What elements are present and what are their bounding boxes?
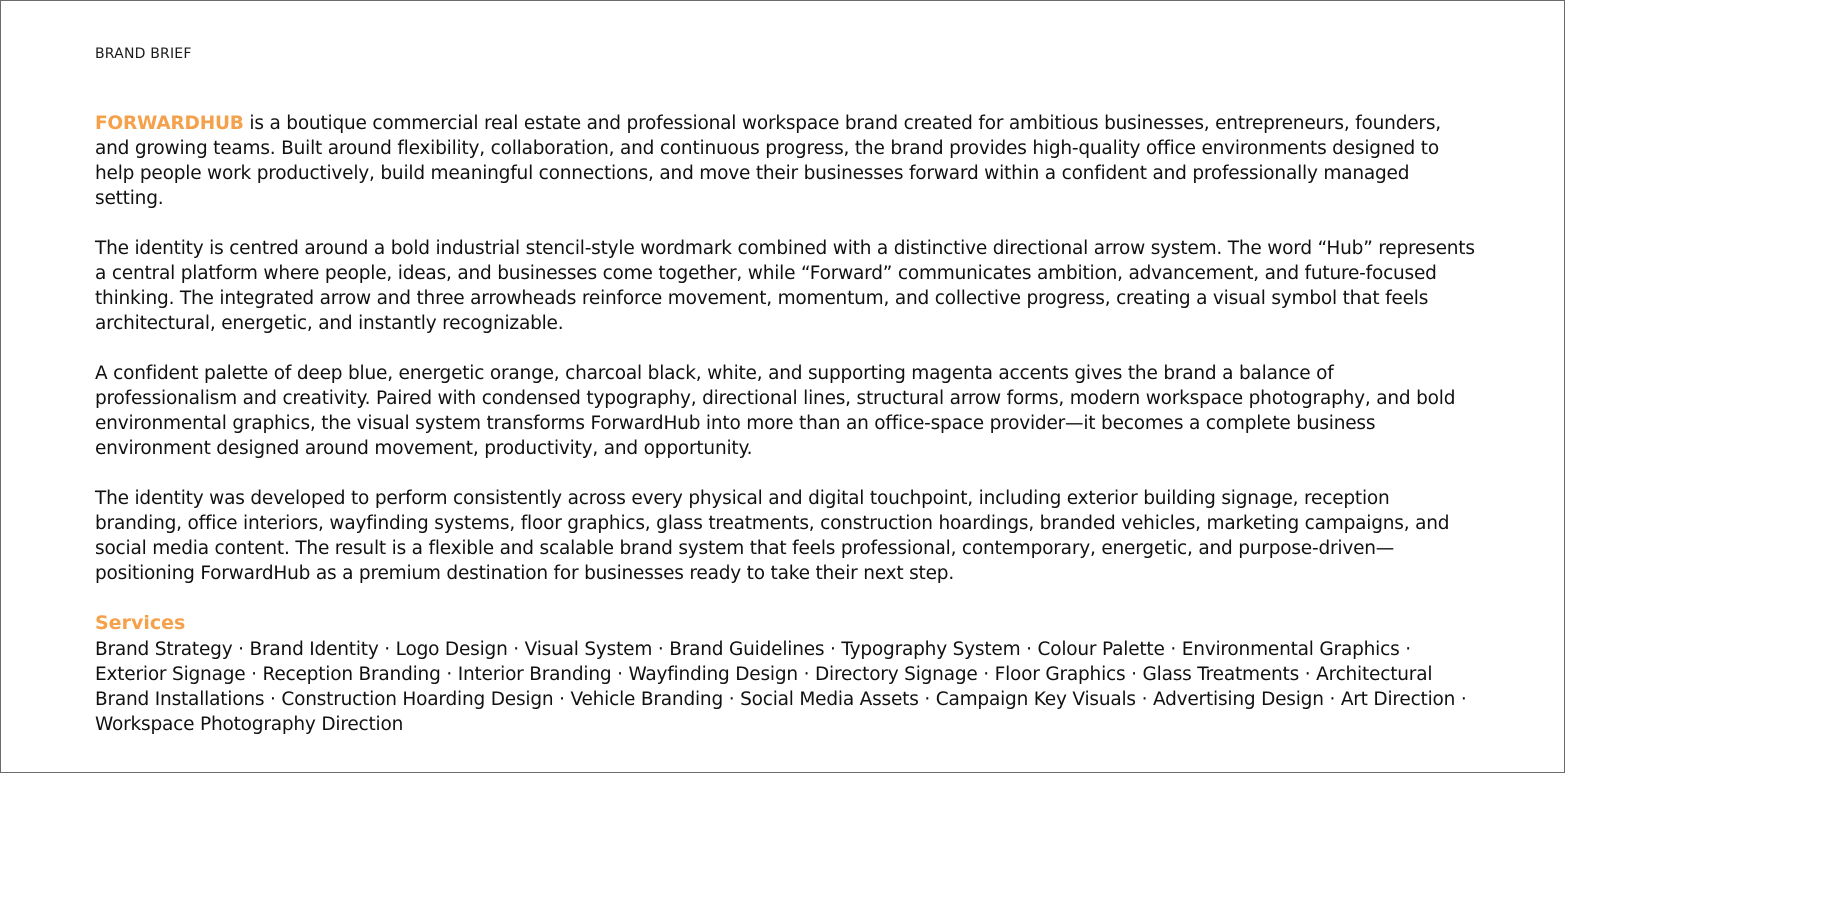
service-item: Brand Strategy <box>95 639 233 660</box>
service-item: Visual System <box>524 639 653 660</box>
service-item: Glass Treatments <box>1142 664 1300 685</box>
service-separator: · <box>251 664 257 685</box>
section-eyebrow: BRAND BRIEF <box>95 46 192 62</box>
intro-paragraph <box>95 111 1480 211</box>
brief-content <box>95 111 1480 737</box>
service-item: Interior Branding <box>457 664 612 685</box>
service-item: Reception Branding <box>262 664 441 685</box>
services-list <box>95 637 1480 737</box>
service-item: Colour Palette <box>1037 639 1165 660</box>
service-item: Advertising Design <box>1152 689 1324 710</box>
service-item: Construction Hoarding Design <box>281 689 554 710</box>
service-separator: · <box>803 664 810 685</box>
service-separator: · <box>1405 639 1411 660</box>
service-separator: · <box>1329 689 1336 710</box>
service-item: Logo Design <box>395 639 508 660</box>
service-item: Typography System <box>841 639 1021 660</box>
services-heading: Services <box>95 612 186 634</box>
service-separator: · <box>446 664 453 685</box>
brand-name: FORWARDHUB <box>95 113 244 134</box>
service-separator: · <box>1460 689 1467 710</box>
service-item: Vehicle Branding <box>570 689 724 710</box>
service-item: Campaign Key Visuals <box>935 689 1136 710</box>
service-separator: · <box>1131 664 1137 685</box>
service-item: Art Direction <box>1340 689 1456 710</box>
service-item: Wayfinding Design <box>628 664 798 685</box>
service-item: Environmental Graphics <box>1181 639 1400 660</box>
service-separator: · <box>269 689 276 710</box>
service-item: Architectural Brand Installations <box>95 664 1433 710</box>
service-item: Brand Guidelines <box>669 639 825 660</box>
service-item: Brand Identity <box>249 639 379 660</box>
intro-text: is a boutique commercial real estate and professional workspace brand created for ambitious businesses, entrepreneurs, founders, and growing teams. Built around flexibility, collaboration, and continuous progress, the brand provides high-quality office environments designed to help people work productively, build meaningful connections, and move their businesses forward within a confident and professionally managed setting. <box>95 113 1441 209</box>
service-separator: · <box>830 639 836 660</box>
service-separator: · <box>728 689 735 710</box>
service-separator: · <box>924 689 931 710</box>
service-separator: · <box>513 639 519 660</box>
identity-paragraph: The identity is centred around a bold industrial stencil-style wordmark combined with a distinctive directional arrow system. The word “Hub” represents a central platform where people, ideas, and businesses come together, while “Forward” communicates ambition, advancement, and future-focused thinking. The integrated arrow and three arrowheads reinforce movement, momentum, and collective progress, creating a visual symbol that feels architectural, energetic, and instantly recognizable. <box>95 238 1475 334</box>
service-separator: · <box>1141 689 1148 710</box>
service-item: Workspace Photography Direction <box>95 714 404 735</box>
service-separator: · <box>1304 664 1311 685</box>
service-separator: · <box>1026 639 1032 660</box>
service-separator: · <box>617 664 623 685</box>
palette-paragraph: A confident palette of deep blue, energetic orange, charcoal black, white, and supporting magenta accents gives the brand a balance of professionalism and creativity. Paired with condensed typography, directional lines, structural arrow forms, modern workspace photography, and bold environmental graphics, the visual system transforms ForwardHub into more than an office-space provider—it becomes a complete business environment designed around movement, productivity, and opportunity. <box>95 363 1456 459</box>
service-separator: · <box>559 689 565 710</box>
service-separator: · <box>983 664 989 685</box>
service-separator: · <box>384 639 390 660</box>
service-item: Exterior Signage <box>95 664 246 685</box>
service-separator: · <box>238 639 244 660</box>
service-item: Social Media Assets <box>740 689 919 710</box>
touchpoints-paragraph: The identity was developed to perform consistently across every physical and digital touchpoint, including exterior building signage, reception branding, office interiors, wayfinding systems, floor graphics, glass treatments, construction hoardings, branded vehicles, marketing campaigns, and social media content. The result is a flexible and scalable brand system that feels professional, contemporary, energetic, and purpose-driven—positioning ForwardHub as a premium destination for businesses ready to take their next step. <box>95 488 1450 584</box>
service-item: Directory Signage <box>815 664 978 685</box>
service-separator: · <box>1170 639 1177 660</box>
service-separator: · <box>657 639 664 660</box>
service-item: Floor Graphics <box>994 664 1126 685</box>
